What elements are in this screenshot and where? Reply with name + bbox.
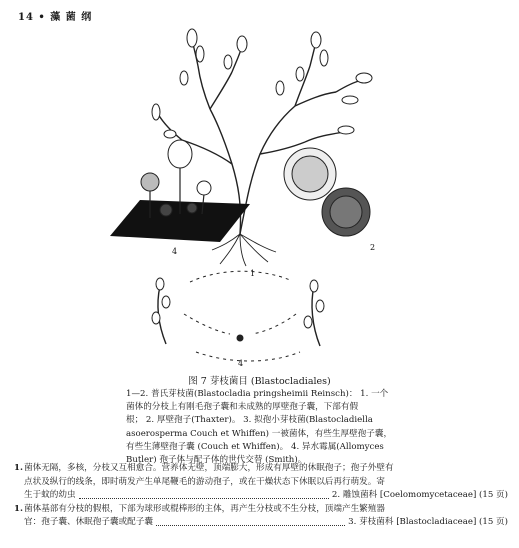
key-entry-1	[14, 462, 508, 503]
caption-line: 菌体的分枝上有刚毛孢子囊和未成熟的厚壁孢子囊，下部有假	[126, 402, 359, 413]
key-line: 官：孢子囊、休眠孢子囊或配子囊	[24, 517, 153, 528]
figure-label-4: 4	[238, 359, 244, 368]
figure-label-3: 4	[172, 247, 178, 256]
key-line: 生于蚊的幼虫	[24, 490, 76, 501]
page-number: 14	[18, 12, 34, 23]
key-result: 2. 雕蚀菌科 [Coelomomycetaceae] (15 页)	[331, 490, 508, 501]
dot-leader	[156, 516, 345, 526]
caption-line: 有些生薄壁孢子囊 (Couch et Whiffen)。 4. 异水霉属(Allomyces	[126, 441, 384, 452]
key-result: 3. 芽枝菌科 [Blastocladiaceae] (15 页)	[348, 517, 508, 528]
identification-key	[14, 462, 508, 530]
key-line: 点状及纵行的线条，即时萌发产生单尾鞭毛的游动孢子，或在干燥状态下休眠以后再行萌发。寄	[24, 476, 385, 487]
page-header	[18, 8, 92, 23]
key-entry-2	[14, 503, 508, 530]
key-line: 菌体基部有分枝的假根，下部为球形或棍棒形的主体，再产生分枝或不生分枝，顶端产生繁殖器	[24, 503, 385, 514]
figure-caption-title: 图 7 芽枝菌目 (Blastocladiales)	[188, 376, 331, 387]
figure-drawing	[100, 14, 440, 370]
figure-label-2: 2	[370, 243, 376, 252]
sporangia-clusters	[152, 29, 372, 138]
figure-illustration	[100, 14, 440, 370]
key-entry-number: 1.	[14, 463, 23, 473]
key-line: 菌体无隔，多核，分枝又互相愈合。营养体无壁，顶端膨大，形成有厚壁的休眠孢子；孢子外壁有	[24, 463, 394, 473]
dot-leader	[79, 489, 329, 499]
caption-line: Butler) 孢子体与配子体的世代交替 (Smith)。	[126, 455, 307, 466]
figure-caption-body	[126, 388, 396, 467]
caption-line: 根； 2. 厚壁孢子(Thaxter)。 3. 拟孢小芽枝菌(Blastocladiella	[126, 415, 373, 426]
figure-label-1: 1	[250, 269, 256, 278]
book-title: 藻 菌 纲	[50, 12, 93, 23]
caption-line: 1—2. 普氏芽枝菌(Blastocladia pringsheimii Reinsch)： 1. 一个	[126, 389, 389, 399]
caption-line: asoerosperma Couch et Whiffen) 一被菌体，有些生厚壁孢子囊，	[126, 428, 393, 439]
life-cycle-drawing	[152, 271, 324, 361]
thick-walled-spores-drawing	[284, 148, 370, 236]
header-separator: •	[38, 12, 46, 23]
key-entry-number: 1.	[14, 503, 23, 514]
